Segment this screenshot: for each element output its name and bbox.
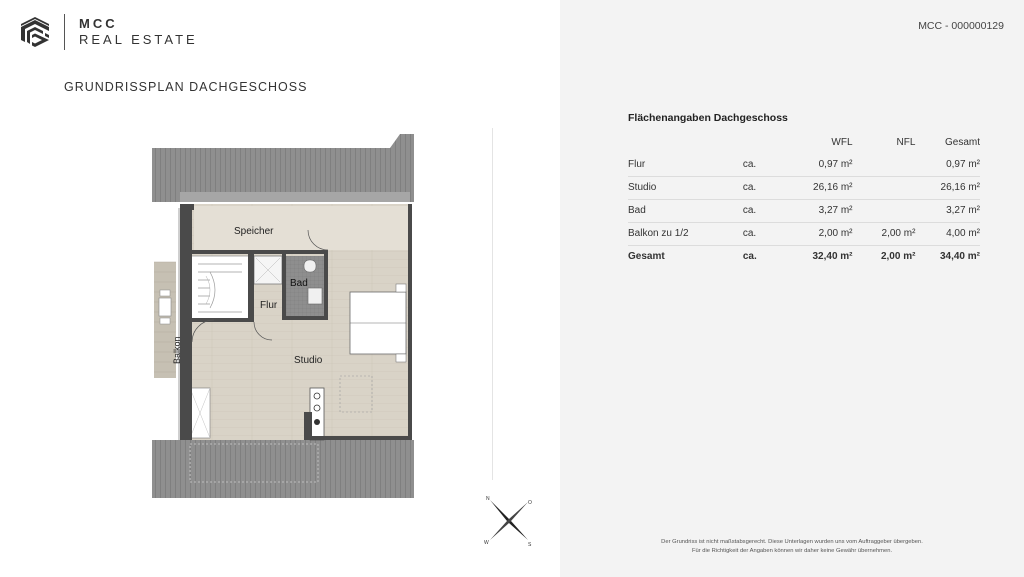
area-table (628, 134, 980, 268)
row-name: Bad (628, 200, 743, 223)
staircase (190, 256, 250, 320)
row-ca: ca. (743, 154, 795, 177)
row-wfl: 0,97 m² (794, 154, 852, 177)
roof-bottom (152, 440, 414, 498)
logo-cube-icon (18, 15, 52, 49)
disclaimer (584, 538, 1000, 556)
header-nfl: NFL (896, 137, 916, 148)
logo-divider (64, 14, 65, 50)
table-row (628, 223, 980, 246)
compass-label-w: W (484, 540, 489, 546)
row-gesamt: 0,97 m² (915, 154, 980, 177)
reference-id: MCC - 000000129 (918, 20, 1004, 32)
row-nfl (853, 154, 916, 177)
header-gesamt: Gesamt (944, 137, 980, 148)
row-gesamt: 4,00 m² (915, 223, 980, 246)
table-total-row (628, 246, 980, 269)
plan-divider (492, 128, 493, 480)
row-ca: ca. (743, 200, 795, 223)
brand-logo (18, 14, 198, 50)
row-gesamt: 3,27 m² (915, 200, 980, 223)
header-wfl: WFL (831, 137, 853, 148)
room-label-studio: Studio (294, 355, 323, 366)
floor-plan (150, 132, 420, 500)
room-label-speicher: Speicher (234, 226, 274, 237)
total-nfl: 2,00 m² (880, 251, 916, 262)
row-nfl (853, 200, 916, 223)
logo-line-1: MCC (79, 16, 118, 31)
sink-icon (308, 288, 322, 304)
kitchenette (310, 388, 324, 440)
header-blank-1 (628, 134, 743, 154)
area-table-header (628, 134, 980, 154)
total-name: Gesamt (628, 251, 665, 262)
row-ca: ca. (743, 223, 795, 246)
balcony-table (159, 298, 171, 316)
balcony (152, 208, 182, 440)
logo-wordmark (79, 16, 198, 48)
row-wfl: 2,00 m² (794, 223, 852, 246)
row-wfl: 3,27 m² (794, 200, 852, 223)
disclaimer-line-2: Für die Richtigkeit der Angaben können wir daher keine Gewähr übernehmen. (691, 548, 893, 554)
total-gesamt: 34,40 m² (939, 251, 980, 262)
room-label-bad: Bad (290, 278, 308, 289)
row-ca: ca. (743, 177, 795, 200)
row-name: Studio (628, 177, 743, 200)
logo-line-2: REAL ESTATE (79, 32, 198, 47)
row-nfl (853, 177, 916, 200)
bed (350, 284, 406, 362)
total-wfl: 32,40 m² (812, 251, 853, 262)
header-blank-2 (743, 134, 795, 154)
room-label-flur: Flur (260, 300, 278, 311)
row-name: Balkon zu 1/2 (628, 223, 743, 246)
table-row (628, 177, 980, 200)
info-panel (560, 0, 1024, 577)
toilet-icon (304, 260, 316, 272)
area-table-title: Flächenangaben Dachgeschoss (628, 112, 788, 124)
total-ca: ca. (742, 251, 757, 262)
row-name: Flur (628, 154, 743, 177)
compass-label-o: O (528, 500, 532, 506)
plan-title: GRUNDRISSPLAN DACHGESCHOSS (64, 80, 308, 94)
table-row (628, 154, 980, 177)
disclaimer-line-1: Der Grundriss ist nicht maßstabsgerecht. Diese Unterlagen wurden uns vom Auftraggeber übergeben. (661, 539, 923, 545)
room-label-balkon: Balkon (172, 336, 182, 364)
compass-rose-icon (482, 494, 536, 548)
table-row (628, 200, 980, 223)
roof-top (152, 134, 414, 202)
area-table-section (628, 112, 980, 268)
row-gesamt: 26,16 m² (915, 177, 980, 200)
row-wfl: 26,16 m² (794, 177, 852, 200)
compass-label-s: S (528, 542, 532, 548)
compass-label-n: N (486, 496, 490, 502)
row-nfl: 2,00 m² (853, 223, 916, 246)
